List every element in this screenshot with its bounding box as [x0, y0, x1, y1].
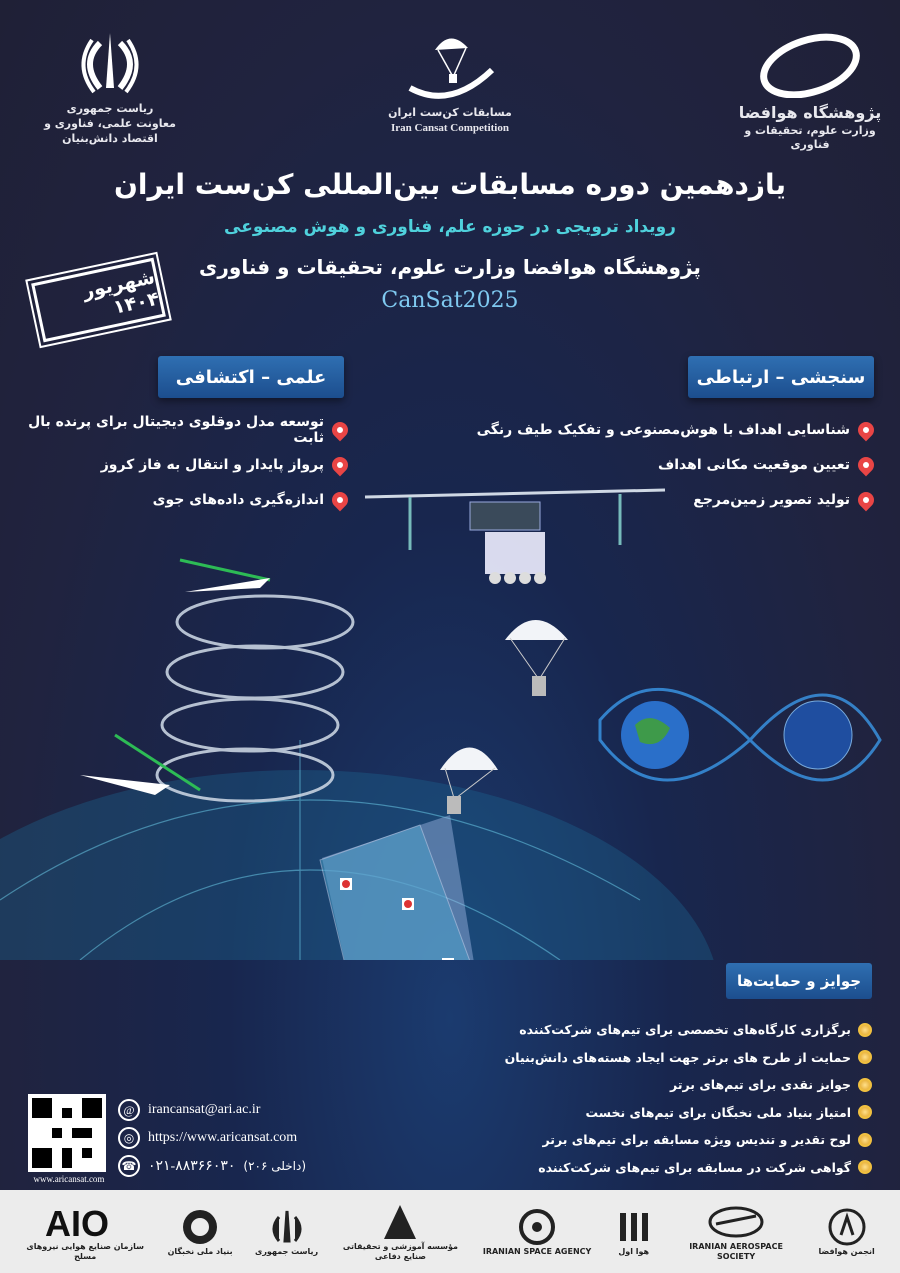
elites-logo-icon — [180, 1207, 220, 1247]
cansat-logo-fa: مسابقات کن‌ست ایران — [388, 106, 512, 119]
presidency-text-2: معاونت علمی، فناوری و اقتصاد دانش‌بنیان — [44, 116, 176, 145]
ari-logo — [735, 28, 885, 153]
award-text: گواهی شرکت در مسابقه برای تیم‌های شرکت‌کننده — [538, 1159, 851, 1175]
award-item — [505, 1126, 872, 1154]
mission-illustration — [0, 480, 900, 960]
sponsor-logo-text: مؤسسه آموزشی و تحقیقاتی صنایع دفاعی — [342, 1241, 459, 1261]
award-text: حمایت از طرح های برتر جهت ایجاد هسته‌های دانش‌بنیان — [504, 1049, 851, 1065]
phone-row[interactable] — [118, 1152, 306, 1180]
ari-text-1: پژوهشگاه هوافضا — [738, 103, 882, 122]
ari-text-2: وزارت علوم، تحقیقات و فناوری — [744, 123, 876, 152]
list-item — [0, 412, 348, 447]
award-text: امتیاز بنیاد ملی نخبگان برای تیم‌های نخست — [585, 1104, 851, 1120]
awards-list — [505, 1016, 872, 1181]
awards-header — [726, 963, 872, 999]
cansat-logo — [370, 30, 530, 136]
sponsor-bar — [0, 1190, 900, 1273]
award-item — [505, 1071, 872, 1099]
award-text: برگزاری کارگاه‌های تخصصی برای تیم‌های شرکت‌کننده — [519, 1022, 851, 1038]
list-item-text: تولید تصویر زمین‌مرجع — [693, 491, 850, 508]
sponsor-logo-text: ریاست جمهوری — [254, 1246, 319, 1256]
sponsor-logo — [483, 1207, 591, 1257]
list-item-text: اندازه‌گیری داده‌های جوی — [152, 491, 324, 508]
list-item-text: شناسایی اهداف با هوش‌مصنوعی و تفکیک طیف رنگی — [476, 421, 850, 438]
location-pin-icon — [855, 418, 878, 441]
main-title: یازدهمین دوره مسابقات بین‌المللی کن‌ست ایران — [113, 168, 787, 201]
qr-code[interactable] — [28, 1094, 106, 1172]
contact-block — [118, 1096, 306, 1180]
phone-icon: ☎ — [118, 1155, 140, 1177]
list-item-text: توسعه مدل دوقلوی دیجیتال برای پرنده بال ثابت — [28, 413, 324, 446]
phone-ext: (داخلی ۲۰۶) — [243, 1159, 306, 1173]
award-item — [505, 1044, 872, 1072]
infinity-network-icon — [600, 689, 880, 780]
sponsor-logo-text: سازمان صنایع هوایی نیروهای مسلح — [26, 1241, 144, 1261]
organizer-line: پژوهشگاه هوافضا وزارت علوم، تحقیقات و فناوری — [199, 255, 701, 279]
medal-icon — [858, 1160, 872, 1174]
section-sensing-header — [688, 356, 874, 398]
presidency-logo — [25, 28, 195, 147]
orbit-logo-icon — [755, 28, 865, 98]
email-row[interactable] — [118, 1096, 306, 1124]
email-text[interactable]: irancansat@ari.ac.ir — [148, 1102, 261, 1117]
qr-url: www.aricansat.com — [33, 1174, 105, 1184]
list-item — [0, 447, 348, 482]
date-stamp-text: شهریور ۱۴۰۴ — [80, 266, 162, 319]
sponsor-logo — [340, 1202, 460, 1262]
location-pin-icon — [329, 418, 352, 441]
havaaval-logo-icon — [614, 1207, 654, 1247]
sponsor-logo-text: بنیاد ملی نخبگان — [167, 1246, 233, 1256]
qr-pattern-icon — [32, 1098, 102, 1168]
section-scientific-header — [158, 356, 344, 398]
svg-text:AIO: AIO — [45, 1202, 110, 1242]
ast-logo-icon — [827, 1207, 867, 1247]
award-text: لوح تقدیر و تندیس ویژه مسابقه برای تیم‌های برتر — [542, 1132, 851, 1148]
aio-logo-icon — [40, 1202, 130, 1242]
website-text[interactable]: https://www.aricansat.com — [148, 1130, 298, 1145]
defense-logo-icon — [380, 1202, 420, 1242]
location-pin-icon — [329, 453, 352, 476]
location-pin-icon — [855, 453, 878, 476]
globe-icon: ◎ — [118, 1127, 140, 1149]
medal-icon — [858, 1050, 872, 1064]
award-item — [505, 1099, 872, 1127]
sponsor-logo-text: IRANIAN SPACE AGENCY — [482, 1246, 592, 1256]
award-item — [505, 1016, 872, 1044]
phone-text[interactable]: ۰۲۱-۸۸۳۶۶۰۳۰ — [148, 1158, 236, 1174]
medal-icon — [858, 1023, 872, 1037]
list-item — [477, 412, 874, 447]
parachute-cansat-icon — [505, 620, 568, 696]
email-icon: @ — [118, 1099, 140, 1121]
sponsor-logo — [818, 1207, 874, 1257]
spiral-flight-path — [157, 596, 353, 801]
presidency-text-1: ریاست جمهوری — [66, 102, 154, 115]
sponsor-logo-text: هوا اول — [618, 1246, 650, 1256]
list-item — [477, 447, 874, 482]
sponsor-logo — [255, 1207, 318, 1257]
cansat-logo-en: Iran Cansat Competition — [391, 121, 509, 134]
section-sensing-title: سنجشی – ارتباطی — [696, 366, 866, 388]
sponsor-logo — [25, 1202, 145, 1262]
awards-title: جوایز و حمایت‌ها — [736, 972, 862, 990]
list-item-text: تعیین موقعیت مکانی اهداف — [657, 456, 850, 473]
ias-logo-icon — [706, 1202, 766, 1242]
iran-emblem-icon — [70, 28, 150, 98]
medal-icon — [858, 1133, 872, 1147]
sponsor-logo — [614, 1207, 654, 1257]
website-row[interactable] — [118, 1124, 306, 1152]
award-item — [505, 1154, 872, 1182]
sponsor-logo-text: IRANIAN AEROSPACE SOCIETY — [689, 1241, 783, 1261]
isa-logo-icon — [517, 1207, 557, 1247]
event-subtitle: رویداد ترویجی در حوزه علم، فناوری و هوش مصنوعی — [224, 217, 676, 237]
section-scientific-title: علمی – اکتشافی — [175, 366, 327, 388]
medal-icon — [858, 1078, 872, 1092]
sponsor-logo-text: انجمن هوافضا — [818, 1246, 875, 1256]
iran-emblem-icon — [267, 1207, 307, 1247]
sponsor-logo — [676, 1202, 796, 1262]
award-text: جوایز نقدی برای تیم‌های برتر — [670, 1077, 851, 1093]
drone-icon — [365, 490, 665, 584]
event-code: CanSat2025 — [381, 288, 519, 313]
sponsor-logo — [168, 1207, 233, 1257]
medal-icon — [858, 1105, 872, 1119]
parachute-logo-icon — [400, 30, 500, 102]
list-item-text: پرواز پایدار و انتقال به فاز کروز — [100, 456, 324, 473]
